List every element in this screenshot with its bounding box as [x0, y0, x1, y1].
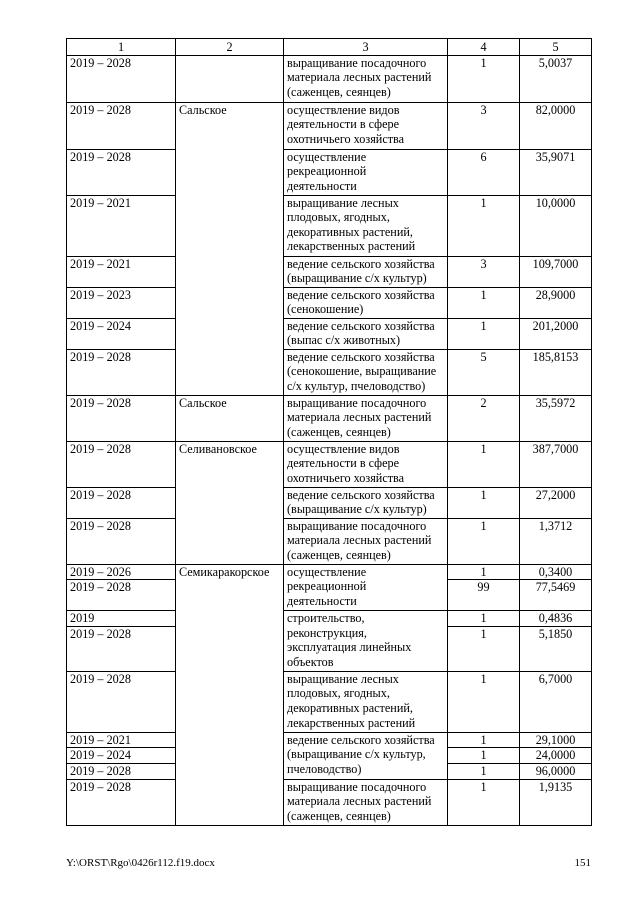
period-cell: 2019 – 2028	[67, 149, 176, 195]
area-cell: 1,3712	[520, 518, 592, 564]
forestry-usage-table	[66, 38, 592, 826]
period-cell: 2019 – 2028	[67, 349, 176, 395]
area-cell: 35,9071	[520, 149, 592, 195]
area-cell: 27,2000	[520, 487, 592, 518]
column-header: 5	[520, 39, 592, 56]
area-cell: 96,0000	[520, 763, 592, 779]
area-cell: 29,1000	[520, 732, 592, 748]
count-cell: 1	[448, 564, 520, 580]
period-cell: 2019 – 2021	[67, 256, 176, 287]
table-row	[67, 349, 592, 395]
usage-type-cell: выращивание посадочного материала лесных растений (саженцев, сеянцев)	[284, 779, 448, 825]
period-cell: 2019 – 2028	[67, 487, 176, 518]
area-cell: 28,9000	[520, 287, 592, 318]
table-row	[67, 518, 592, 564]
column-header: 4	[448, 39, 520, 56]
table-row	[67, 395, 592, 441]
count-cell: 99	[448, 580, 520, 611]
usage-type-cell: выращивание посадочного материала лесных растений (саженцев, сеянцев)	[284, 395, 448, 441]
forestry-cell: Селивановское	[176, 441, 284, 564]
area-cell: 0,4836	[520, 611, 592, 627]
area-cell: 387,7000	[520, 441, 592, 487]
page-number: 151	[574, 857, 591, 869]
count-cell: 5	[448, 349, 520, 395]
area-cell: 35,5972	[520, 395, 592, 441]
count-cell: 1	[448, 441, 520, 487]
area-cell: 109,7000	[520, 256, 592, 287]
usage-type-cell: ведение сельского хозяйства (сенокошение)	[284, 287, 448, 318]
period-cell: 2019 – 2028	[67, 518, 176, 564]
usage-type-cell: выращивание посадочного материала лесных растений (саженцев, сеянцев)	[284, 518, 448, 564]
table-row	[67, 611, 592, 627]
count-cell: 1	[448, 779, 520, 825]
table-row	[67, 779, 592, 825]
count-cell: 1	[448, 55, 520, 102]
usage-type-cell: выращивание посадочного материала лесных растений (саженцев, сеянцев)	[284, 55, 448, 102]
area-cell: 77,5469	[520, 580, 592, 611]
forestry-cell: Сальское	[176, 395, 284, 441]
usage-type-cell: ведение сельского хозяйства (выпас с/х животных)	[284, 318, 448, 349]
usage-type-cell: осуществление рекреационной деятельности	[284, 564, 448, 611]
period-cell: 2019 – 2028	[67, 671, 176, 732]
period-cell: 2019 – 2028	[67, 626, 176, 671]
period-cell: 2019 – 2026	[67, 564, 176, 580]
count-cell: 1	[448, 487, 520, 518]
period-cell: 2019 – 2024	[67, 748, 176, 764]
usage-type-cell: ведение сельского хозяйства (выращивание с/х культур, пчеловодство)	[284, 732, 448, 779]
column-header: 2	[176, 39, 284, 56]
table-row	[67, 441, 592, 487]
period-cell: 2019 – 2024	[67, 318, 176, 349]
table-row	[67, 149, 592, 195]
period-cell: 2019 – 2028	[67, 395, 176, 441]
forestry-cell	[176, 55, 284, 102]
usage-type-cell: выращивание лесных плодовых, ягодных, декоративных растений, лекарственных растений	[284, 195, 448, 256]
usage-type-cell: ведение сельского хозяйства (сенокошение, выращивание с/х культур, пчеловодство)	[284, 349, 448, 395]
table-row	[67, 564, 592, 580]
column-header: 3	[284, 39, 448, 56]
table-row	[67, 671, 592, 732]
column-header: 1	[67, 39, 176, 56]
count-cell: 1	[448, 518, 520, 564]
table-row	[67, 55, 592, 102]
count-cell: 1	[448, 626, 520, 671]
table-row	[67, 102, 592, 149]
period-cell: 2019 – 2028	[67, 441, 176, 487]
period-cell: 2019 – 2028	[67, 779, 176, 825]
forestry-cell: Семикаракорское	[176, 564, 284, 825]
period-cell: 2019 – 2021	[67, 732, 176, 748]
area-cell: 82,0000	[520, 102, 592, 149]
usage-type-cell: строительство, реконструкция, эксплуатация линейных объектов	[284, 611, 448, 672]
area-cell: 201,2000	[520, 318, 592, 349]
area-cell: 6,7000	[520, 671, 592, 732]
count-cell: 1	[448, 748, 520, 764]
table-header-row	[67, 39, 592, 56]
usage-type-cell: ведение сельского хозяйства (выращивание с/х культур)	[284, 256, 448, 287]
area-cell: 10,0000	[520, 195, 592, 256]
area-cell: 24,0000	[520, 748, 592, 764]
table-row	[67, 256, 592, 287]
area-cell: 0,3400	[520, 564, 592, 580]
count-cell: 3	[448, 256, 520, 287]
count-cell: 1	[448, 287, 520, 318]
forestry-cell: Сальское	[176, 102, 284, 395]
usage-type-cell: выращивание лесных плодовых, ягодных, декоративных растений, лекарственных растений	[284, 671, 448, 732]
count-cell: 1	[448, 318, 520, 349]
count-cell: 1	[448, 732, 520, 748]
period-cell: 2019 – 2028	[67, 102, 176, 149]
count-cell: 6	[448, 149, 520, 195]
period-cell: 2019 – 2023	[67, 287, 176, 318]
count-cell: 2	[448, 395, 520, 441]
period-cell: 2019 – 2028	[67, 763, 176, 779]
area-cell: 5,1850	[520, 626, 592, 671]
period-cell: 2019 – 2028	[67, 55, 176, 102]
table-row	[67, 287, 592, 318]
period-cell: 2019 – 2028	[67, 580, 176, 611]
usage-type-cell: ведение сельского хозяйства (выращивание с/х культур)	[284, 487, 448, 518]
period-cell: 2019 – 2021	[67, 195, 176, 256]
usage-type-cell: осуществление видов деятельности в сфере охотничьего хозяйства	[284, 102, 448, 149]
count-cell: 1	[448, 763, 520, 779]
table-row	[67, 318, 592, 349]
area-cell: 185,8153	[520, 349, 592, 395]
period-cell: 2019	[67, 611, 176, 627]
document-path: Y:\ORST\Rgo\0426r112.f19.docx	[66, 857, 215, 869]
count-cell: 1	[448, 195, 520, 256]
area-cell: 5,0037	[520, 55, 592, 102]
table-row	[67, 487, 592, 518]
count-cell: 3	[448, 102, 520, 149]
usage-type-cell: осуществление видов деятельности в сфере охотничьего хозяйства	[284, 441, 448, 487]
table-row	[67, 732, 592, 748]
count-cell: 1	[448, 671, 520, 732]
count-cell: 1	[448, 611, 520, 627]
table-row	[67, 195, 592, 256]
usage-type-cell: осуществление рекреационной деятельности	[284, 149, 448, 195]
area-cell: 1,9135	[520, 779, 592, 825]
